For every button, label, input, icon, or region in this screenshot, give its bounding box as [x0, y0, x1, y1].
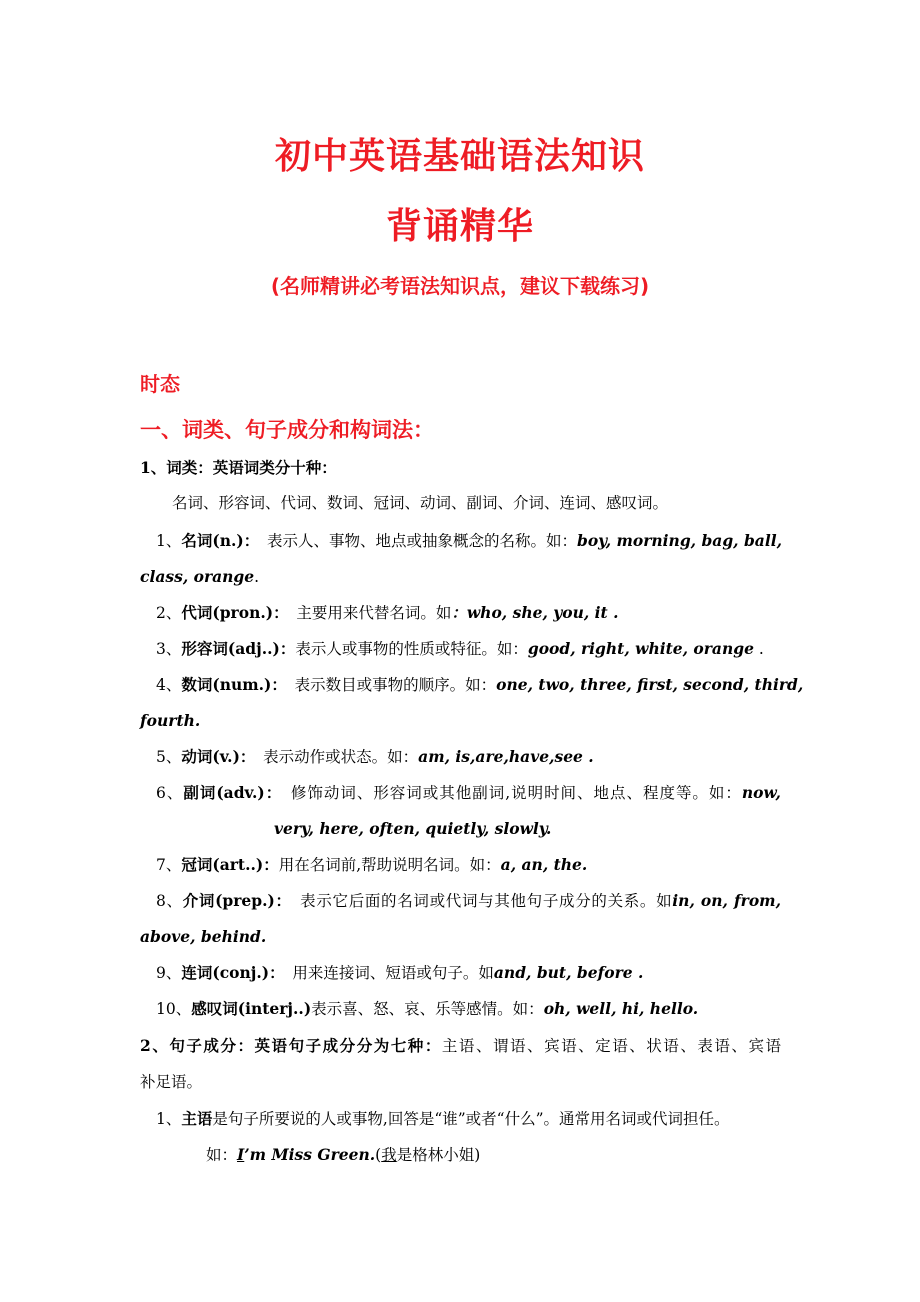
item-article: 7、冠词(art..)：用在名词前,帮助说明名词。如：a, an, the.	[156, 855, 588, 874]
subject-example: 如：I’m Miss Green.(我是格林小姐)	[206, 1145, 481, 1164]
item-adjective: 3、形容词(adj..)：表示人或事物的性质或特征。如：good, right, white, orange .	[156, 639, 764, 658]
item-numeral: 4、数词(num.)： 表示数目或事物的顺序。如：one, two, three, first, second, third,	[156, 675, 804, 694]
item-preposition: 8、介词(prep.)： 表示它后面的名词或代词与其他句子成分的关系。如in, on, from,	[156, 891, 781, 910]
sub-title: 背诵精华	[385, 206, 534, 247]
section-part1: 一、词类、句子成分和构词法：	[140, 418, 434, 442]
sentence-heading: 2、句子成分：英语句子成分分为七种：主语、谓语、宾语、定语、状语、表语、宾语	[140, 1036, 781, 1055]
title-note: (名师精讲必考语法知识点，建议下载练习)	[270, 274, 650, 298]
item-conjunction: 9、连词(conj.)： 用来连接词、短语或句子。如and, but, before .	[156, 963, 644, 982]
subject-item: 1、主语是句子所要说的人或事物,回答是“谁”或者“什么”。通常用名词或代词担任。	[156, 1109, 730, 1128]
wordclass-heading: 1、词类：英语词类分十种：	[140, 458, 337, 477]
item-noun-cont: class, orange.	[140, 567, 260, 586]
sentence-heading-cont: 补足语。	[140, 1073, 203, 1091]
wordclass-list: 名词、形容词、代词、数词、冠词、动词、副词、介词、连词、感叹词。	[172, 494, 669, 512]
item-adverb: 6、副词(adv.)： 修饰动词、形容词或其他副词,说明时间、地点、程度等。如：now,	[156, 783, 781, 802]
item-numeral-cont: fourth.	[140, 711, 201, 730]
main-title: 初中英语基础语法知识	[274, 136, 645, 177]
section-tense: 时态	[140, 372, 180, 396]
item-interjection: 10、感叹词(interj..)表示喜、怒、哀、乐等感情。如：oh, well, hi, hello.	[156, 999, 699, 1018]
item-preposition-cont: above, behind.	[140, 927, 267, 946]
item-pronoun: 2、代词(pron.)： 主要用来代替名词。如：who, she, you, it .	[156, 603, 619, 622]
item-noun: 1、名词(n.)： 表示人、事物、地点或抽象概念的名称。如：boy, morning, bag, ball,	[156, 531, 783, 550]
item-verb: 5、动词(v.)： 表示动作或状态。如：am, is,are,have,see .	[156, 747, 594, 766]
item-adverb-cont: very, here, often, quietly, slowly.	[274, 819, 552, 838]
